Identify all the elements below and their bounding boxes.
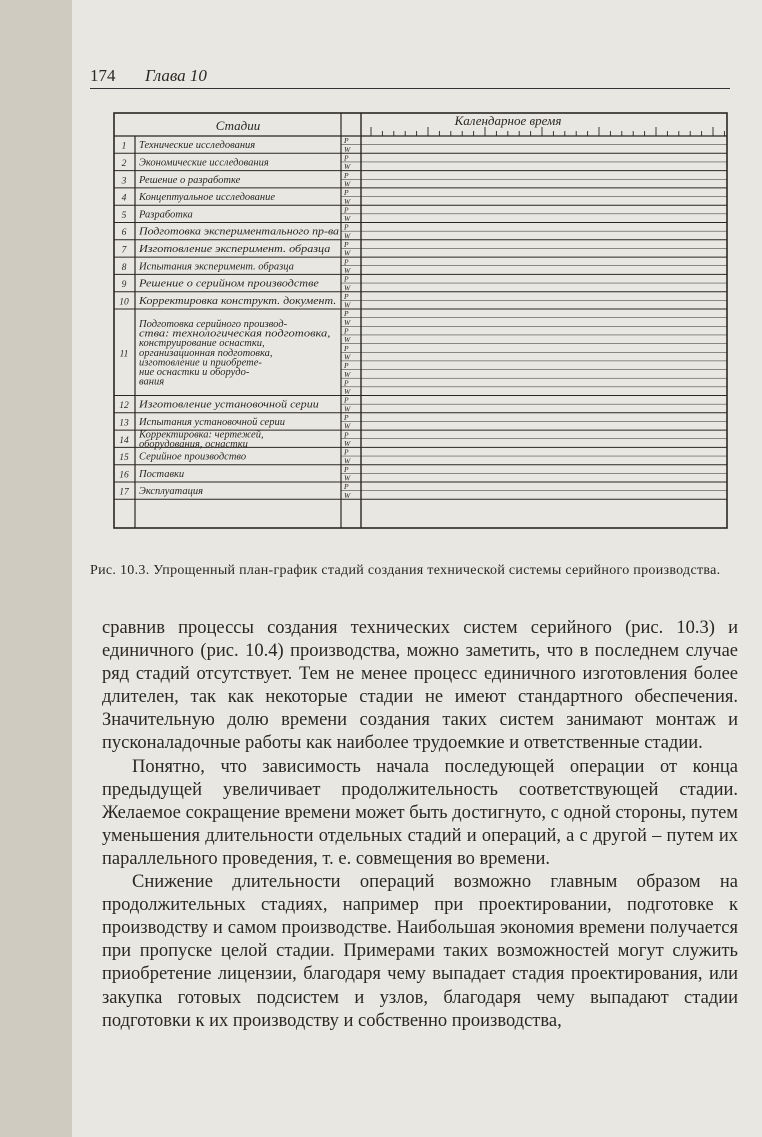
paragraph-2: Понятно, что зависимость начала последующей операции от конца предыдущей увеличивает продолжительность соответствующей стадии. Желаемое сокращение времени может быть достигнуто, с одной стороны, путем уменьшения длительности отдельных стадий и операций, а с другой – путем их параллельного проведения, т. е. совмещения во времени. [102,756,738,869]
flag-label: W [344,231,351,241]
stage-label: ние оснастки и оборудо- [139,366,250,378]
stage-number: 11 [119,349,129,360]
stage-label: Технические исследования [139,140,256,152]
stage-label: Изготовление установочной серии [137,399,319,411]
flag-label: W [344,317,351,327]
stage-label: Подготовка экспериментального пр-ва [137,226,339,238]
flag-label: W [344,196,351,206]
stage-number: 2 [121,158,127,169]
flag-label: W [344,369,351,379]
stage-label: вания [139,376,165,388]
stage-label: Корректировка конструкт. документ. [137,295,337,307]
stage-number: 6 [121,228,127,239]
flag-label: P [344,464,349,474]
flag-label: P [344,326,349,336]
flag-label: W [344,248,351,258]
flag-label: P [344,291,349,301]
flag-label: P [344,430,349,440]
flag-label: W [344,335,351,345]
stage-number: 5 [121,210,127,221]
stage-number: 12 [119,401,129,412]
gantt-figure [113,112,728,529]
figure-caption: Рис. 10.3. Упрощенный план-график стадий создания технической системы серийного производства. [90,563,721,578]
flag-label: P [344,274,349,284]
paragraph-1: сравнив процессы создания технических систем серийного (рис. 10.3) и единичного (рис. 10.4) производства, можно заметить, что в последнем случае ряд стадий отсутствует. Тем не менее процесс единичного изготовления более длителен, так как некоторые стадии не имеют стандартного обеспечения. Значительную долю времени создания таких систем занимают монтаж и пусконаладочные работы как наиболее трудоемкие и ответственные стадии. [102,618,738,754]
flag-label: W [344,438,351,448]
flag-label: P [344,361,349,371]
stage-label: Решение о разработке [139,174,241,186]
stage-number: 1 [121,141,127,152]
stage-label: конструирование оснастки, [139,338,265,350]
flag-label: W [344,456,351,466]
stage-number: 13 [119,418,129,429]
stage-label: Эксплуатация [139,486,203,498]
stage-number: 10 [119,297,129,308]
stage-label: Изготовление эксперимент. образца [137,243,331,255]
flag-label: P [344,205,349,215]
stage-number: 15 [119,453,129,464]
flag-label: W [344,144,351,154]
stage-number: 3 [121,176,127,187]
flag-label: P [344,413,349,422]
stage-number: 8 [121,262,127,273]
flag-label: W [344,352,351,362]
paragraph-3: Снижение длительности операций возможно главным образом на продолжительных стадиях, например при проектировании, подготовке к производству и самом производстве. Наибольшая экономия времени получается при пропуске целой стадии. Примерами таких возможностей могут служить приобретение лицензии, благодаря чему выпадает стадия проектирования, или закупка готовых подсистем и узлов, благодаря чему выпадают стадии подготовки к их производству и собственно производства, [102,872,738,1031]
stage-label: Разработка [139,209,193,221]
stage-number: 16 [119,470,129,481]
flag-label: W [344,283,351,293]
flag-label: P [344,153,349,163]
stage-label: Решение о серийном производстве [137,278,320,290]
flag-label: P [344,136,349,146]
stage-label: оборудования, оснастки [139,439,248,451]
flag-label: P [344,170,349,180]
stage-number: 14 [119,435,129,446]
stage-label: Испытания установочной серии [139,416,285,428]
flag-label: P [344,395,349,405]
flag-label: P [344,482,349,492]
chapter-title: Глава 10 [145,66,207,85]
flag-label: W [344,473,351,483]
body-text [102,617,738,1033]
stage-label: Подготовка серийного производ- [139,318,288,330]
page-header [90,66,730,89]
flag-label: P [344,309,349,319]
flag-label: W [344,404,351,414]
flag-label: W [344,162,351,172]
stage-label: Корректировка: чертежей, [139,429,264,441]
stage-number: 4 [121,193,127,204]
page-number: 174 [90,66,116,85]
flag-label: P [344,447,349,457]
time-header: Календарное время [454,113,562,128]
flag-label: W [344,421,351,431]
flag-label: W [344,387,351,397]
flag-label: W [344,179,351,189]
flag-label: P [344,343,349,353]
flag-label: P [344,378,349,388]
flag-label: W [344,265,351,275]
stage-label: Серийное производство [139,451,247,463]
stage-label: организационная подготовка, [139,347,273,359]
stage-label: Испытания эксперимент. образца [139,261,294,273]
flag-label: P [344,240,349,249]
stage-number: 7 [121,245,127,256]
stage-number: 9 [121,280,127,291]
flag-label: P [344,222,349,232]
stage-label: ства: технологическая подготовка, [139,328,331,340]
stage-label: изготовление и приобрете- [139,357,262,369]
stage-label: Концептуальное исследование [139,192,276,204]
flag-label: W [344,214,351,224]
stages-header: Стадии [215,118,261,133]
flag-label: P [344,257,349,267]
stage-label: Экономические исследования [139,157,269,169]
stage-label: Поставки [139,468,185,480]
flag-label: W [344,490,351,500]
flag-label: W [344,300,351,310]
stage-number: 17 [119,487,129,498]
flag-label: P [344,188,349,198]
